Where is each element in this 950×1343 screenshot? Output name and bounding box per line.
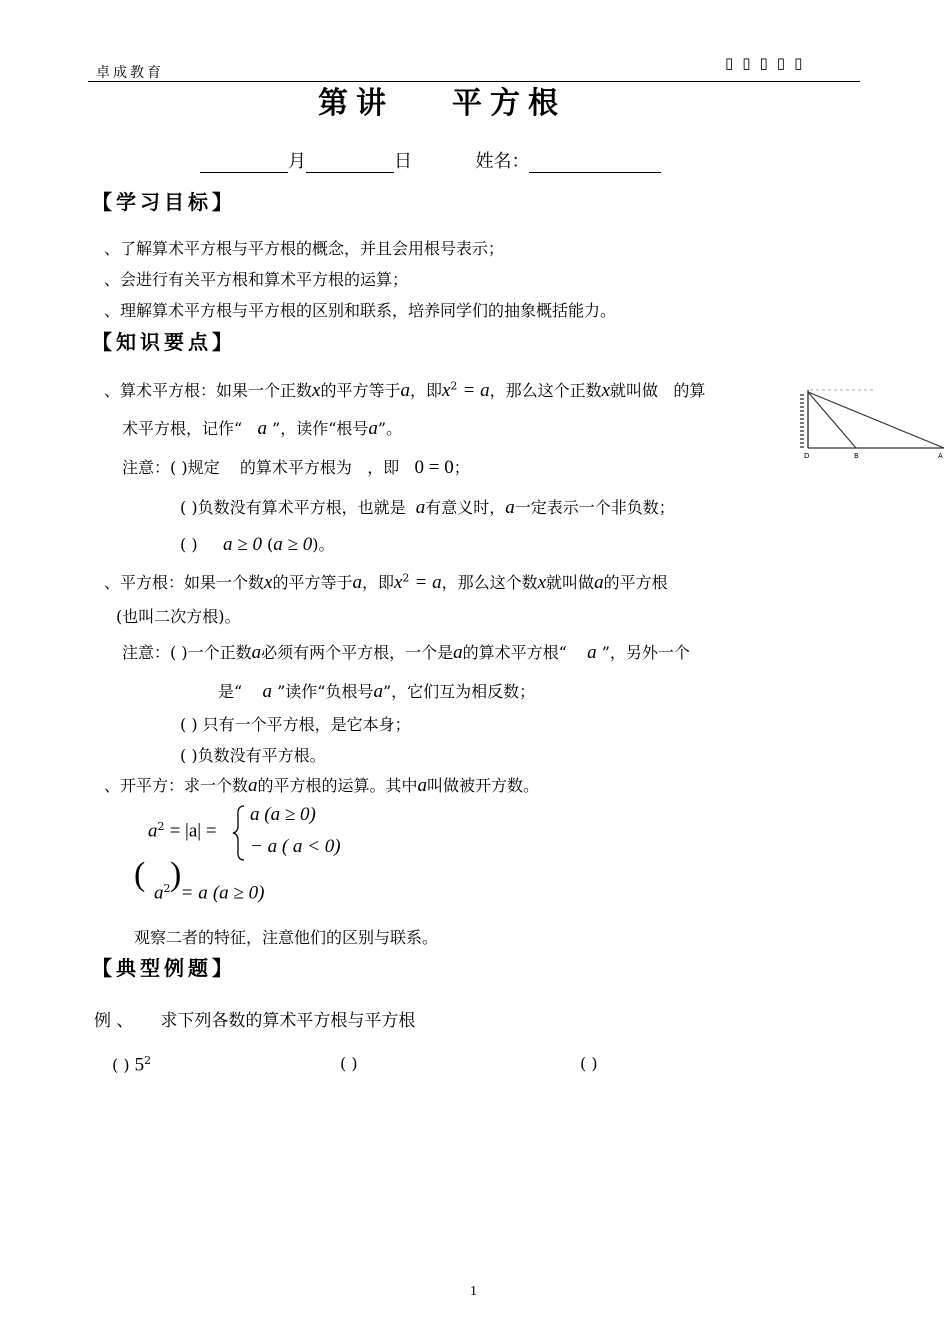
formula-square-rparen: ) bbox=[170, 856, 182, 893]
month-label: 月 bbox=[288, 151, 306, 172]
month-blank[interactable] bbox=[200, 152, 288, 173]
day-blank[interactable] bbox=[306, 152, 394, 173]
page-number: 1 bbox=[470, 1284, 477, 1299]
title-part2: 平方根 bbox=[452, 86, 566, 121]
formula-square: ( bbox=[134, 856, 146, 893]
case-2: − a ( a < 0) bbox=[250, 836, 341, 857]
glyph-box-icon: ▯ bbox=[776, 54, 795, 72]
header-right-glyphs bbox=[725, 54, 811, 72]
name-blank[interactable] bbox=[529, 152, 661, 173]
section-goals: 【学习目标】 bbox=[92, 190, 236, 214]
example-task: 求下列各数的算术平方根与平方根 bbox=[160, 1011, 416, 1031]
example-part-3: ( ) bbox=[580, 1054, 598, 1073]
formula-abs: $a^2 = |a|$ = bbox=[148, 820, 217, 842]
page-title bbox=[318, 78, 566, 122]
knowledge-k2: 、平方根：如果一个数x的平方等于a，即$x^2 = a$，那么这个数x就叫做a的平方根 bbox=[104, 571, 668, 593]
formula-square-body: $a^2 = a$ (a ≥ 0) bbox=[154, 882, 265, 904]
date-line bbox=[200, 147, 661, 173]
glyph-box-icon: ▯ bbox=[742, 54, 760, 72]
ladder-line-a bbox=[808, 392, 944, 448]
note-7: ( )负数没有平方根。 bbox=[180, 746, 326, 765]
example-label: 例 、 bbox=[94, 1011, 134, 1031]
knowledge-k2-cont: (也叫二次方根)。 bbox=[116, 607, 241, 626]
glyph-box-icon: ▯ bbox=[725, 54, 743, 72]
title-part1: 第讲 bbox=[318, 86, 394, 121]
note-6: ( ) 只有一个平方根，是它本身； bbox=[180, 715, 411, 734]
example-part-2: ( ) bbox=[340, 1054, 358, 1073]
knowledge-k1: 、算术平方根：如果一个正数x的平方等于a，即$x^2 = a$，那么这个正数x就叫做 的算 bbox=[104, 379, 706, 401]
note-4: 注意：( )一个正数a必须有两个平方根，一个是a的算术平方根“ a ”，另外一个 bbox=[122, 642, 690, 663]
point-d-label: D bbox=[804, 452, 810, 460]
case-1: a (a ≥ 0) bbox=[250, 804, 316, 825]
section-examples: 【典型例题】 bbox=[92, 956, 236, 980]
point-a-label: A bbox=[938, 452, 943, 460]
note-1: 注意：( )规定 的算术平方根为 ，即 0 = 0； bbox=[122, 457, 470, 478]
example-1 bbox=[94, 1006, 415, 1031]
ladder-line-b bbox=[808, 392, 856, 448]
glyph-box-icon: ▯ bbox=[759, 54, 777, 72]
name-label: 姓名： bbox=[475, 151, 530, 172]
brace-icon bbox=[232, 804, 246, 862]
goal-item: 、了解算术平方根与平方根的概念，并且会用根号表示； bbox=[104, 239, 505, 258]
day-label: 日 bbox=[394, 151, 412, 172]
note-3: ( ) a ≥ 0 (a ≥ 0)。 bbox=[180, 534, 335, 555]
goal-item: 、理解算术平方根与平方根的区别和联系，培养同学们的抽象概括能力。 bbox=[104, 301, 617, 320]
header-org: 卓成教育 bbox=[96, 65, 164, 81]
goal-item: 、会进行有关平方根和算术平方根的运算； bbox=[104, 270, 409, 289]
section-knowledge: 【知识要点】 bbox=[92, 330, 236, 354]
knowledge-k1-cont: 术平方根，记作“ a ”，读作“根号a”。 bbox=[122, 418, 403, 439]
observe-note: 观察二者的特征，注意他们的区别与联系。 bbox=[134, 928, 439, 947]
ladder-figure bbox=[792, 386, 948, 460]
note-2: ( )负数没有算术平方根，也就是 a有意义时，a一定表示一个非负数； bbox=[180, 497, 675, 518]
example-part-1: ( ) $5^2$ bbox=[112, 1054, 152, 1076]
note-5: 是“ a ”读作“负根号a”，它们互为相反数； bbox=[218, 681, 536, 702]
glyph-box-icon: ▯ bbox=[794, 54, 812, 72]
point-b-label: B bbox=[854, 452, 859, 460]
knowledge-k3: 、开平方：求一个数a的平方根的运算。其中a叫做被开方数。 bbox=[104, 775, 540, 796]
